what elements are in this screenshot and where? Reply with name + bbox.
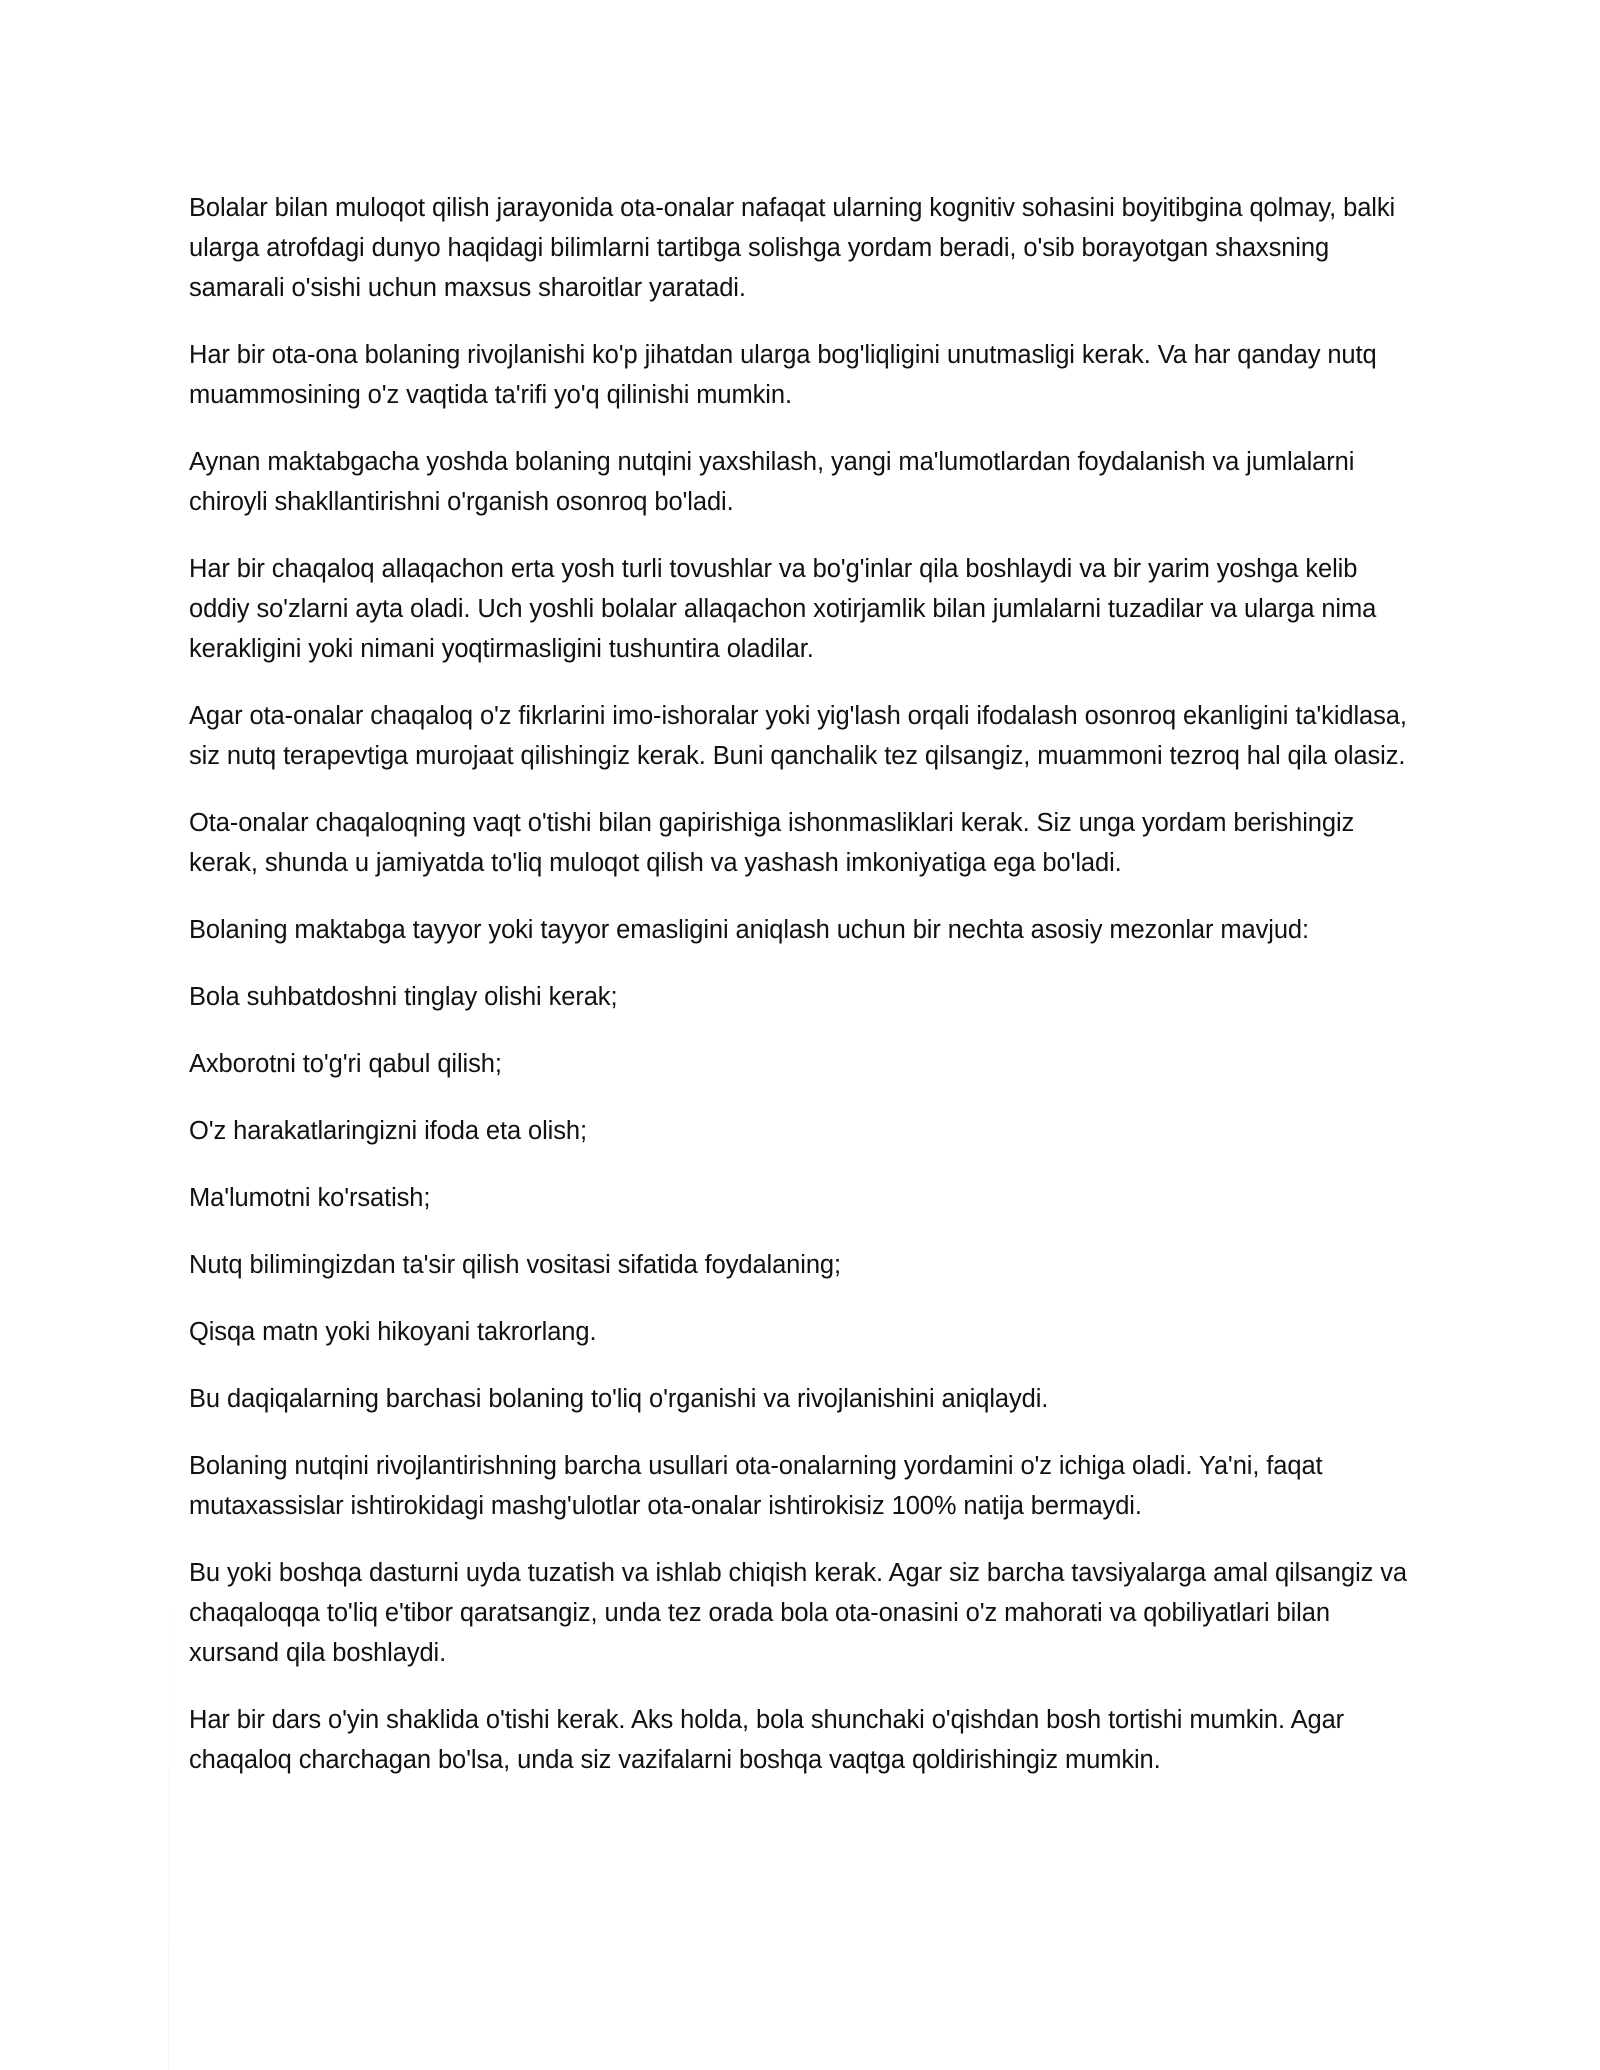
paragraph: Ota-onalar chaqaloqning vaqt o'tishi bilan gapirishiga ishonmasliklari kerak. Siz unga yordam berishingiz kerak, shunda u jamiyatda to'liq muloqot qilish va yashash imkoniyatiga ega bo'ladi. [189,809,1355,877]
list-item: Axborotni to'g'ri qabul qilish; [189,1050,502,1078]
paragraph: Bu yoki boshqa dasturni uyda tuzatish va ishlab chiqish kerak. Agar siz barcha tavsiyalarga amal qilsangiz va chaqaloqqa to'liq e'tibor qaratsangiz, unda tez orada bola ota-onasini o'z mahorati va qobiliyatlari bilan xursand qila boshlaydi. [189,1559,1408,1667]
paragraph: Aynan maktabgacha yoshda bolaning nutqini yaxshilash, yangi ma'lumotlardan foydalanish va jumlalarni chiroyli shakllantirishni o'rganish osonroq bo'ladi. [189,448,1355,516]
list-item: Ma'lumotni ko'rsatish; [189,1184,431,1212]
paragraph: Bu daqiqalarning barchasi bolaning to'liq o'rganishi va rivojlanishini aniqlaydi. [189,1385,1049,1413]
paragraph: Bolaning nutqini rivojlantirishning barcha usullari ota-onalarning yordamini o'z ichiga oladi. Ya'ni, faqat mutaxassislar ishtirokidagi mashg'ulotlar ota-onalar ishtirokisiz 100% natija bermaydi. [189,1452,1323,1520]
list-item: O'z harakatlaringizni ifoda eta olish; [189,1117,587,1145]
paragraph: Har bir dars o'yin shaklida o'tishi kerak. Aks holda, bola shunchaki o'qishdan bosh tortishi mumkin. Agar chaqaloq charchagan bo'lsa, unda siz vazifalarni boshqa vaqtga qoldirishingiz mumkin. [189,1706,1345,1774]
paragraph: Bolaning maktabga tayyor yoki tayyor emasligini aniqlash uchun bir nechta asosiy mezonlar mavjud: [189,916,1309,944]
paragraph: Agar ota-onalar chaqaloq o'z fikrlarini imo-ishoralar yoki yig'lash orqali ifodalash osonroq ekanligini ta'kidlasa, siz nutq terapevtiga murojaat qilishingiz kerak. Buni qanchalik tez qilsangiz, muammoni tezroq hal qila olasiz. [189,702,1407,770]
list-item: Qisqa matn yoki hikoyani takrorlang. [189,1318,597,1346]
document-body [189,188,1419,1807]
paragraph: Har bir ota-ona bolaning rivojlanishi ko'p jihatdan ularga bog'liqligini unutmasligi kerak. Va har qanday nutq muammosining o'z vaqtida ta'rifi yo'q qilinishi mumkin. [189,341,1377,409]
paragraph: Bolalar bilan muloqot qilish jarayonida ota-onalar nafaqat ularning kognitiv sohasini boyitibgina qolmay, balki ularga atrofdagi dunyo haqidagi bilimlarni tartibga solishga yordam beradi, o'sib borayotgan shaxsning samarali o'sishi uchun maxsus sharoitlar yaratadi. [189,194,1396,302]
page-edge-shadow [168,1520,169,2070]
list-item: Nutq bilimingizdan ta'sir qilish vositasi sifatida foydalaning; [189,1251,841,1279]
list-item: Bola suhbatdoshni tinglay olishi kerak; [189,983,618,1011]
paragraph: Har bir chaqaloq allaqachon erta yosh turli tovushlar va bo'g'inlar qila boshlaydi va bir yarim yoshga kelib oddiy so'zlarni ayta oladi. Uch yoshli bolalar allaqachon xotirjamlik bilan jumlalarni tuzadilar va ularga nima kerakligini yoki nimani yoqtirmasligini tushuntira oladilar. [189,555,1377,663]
